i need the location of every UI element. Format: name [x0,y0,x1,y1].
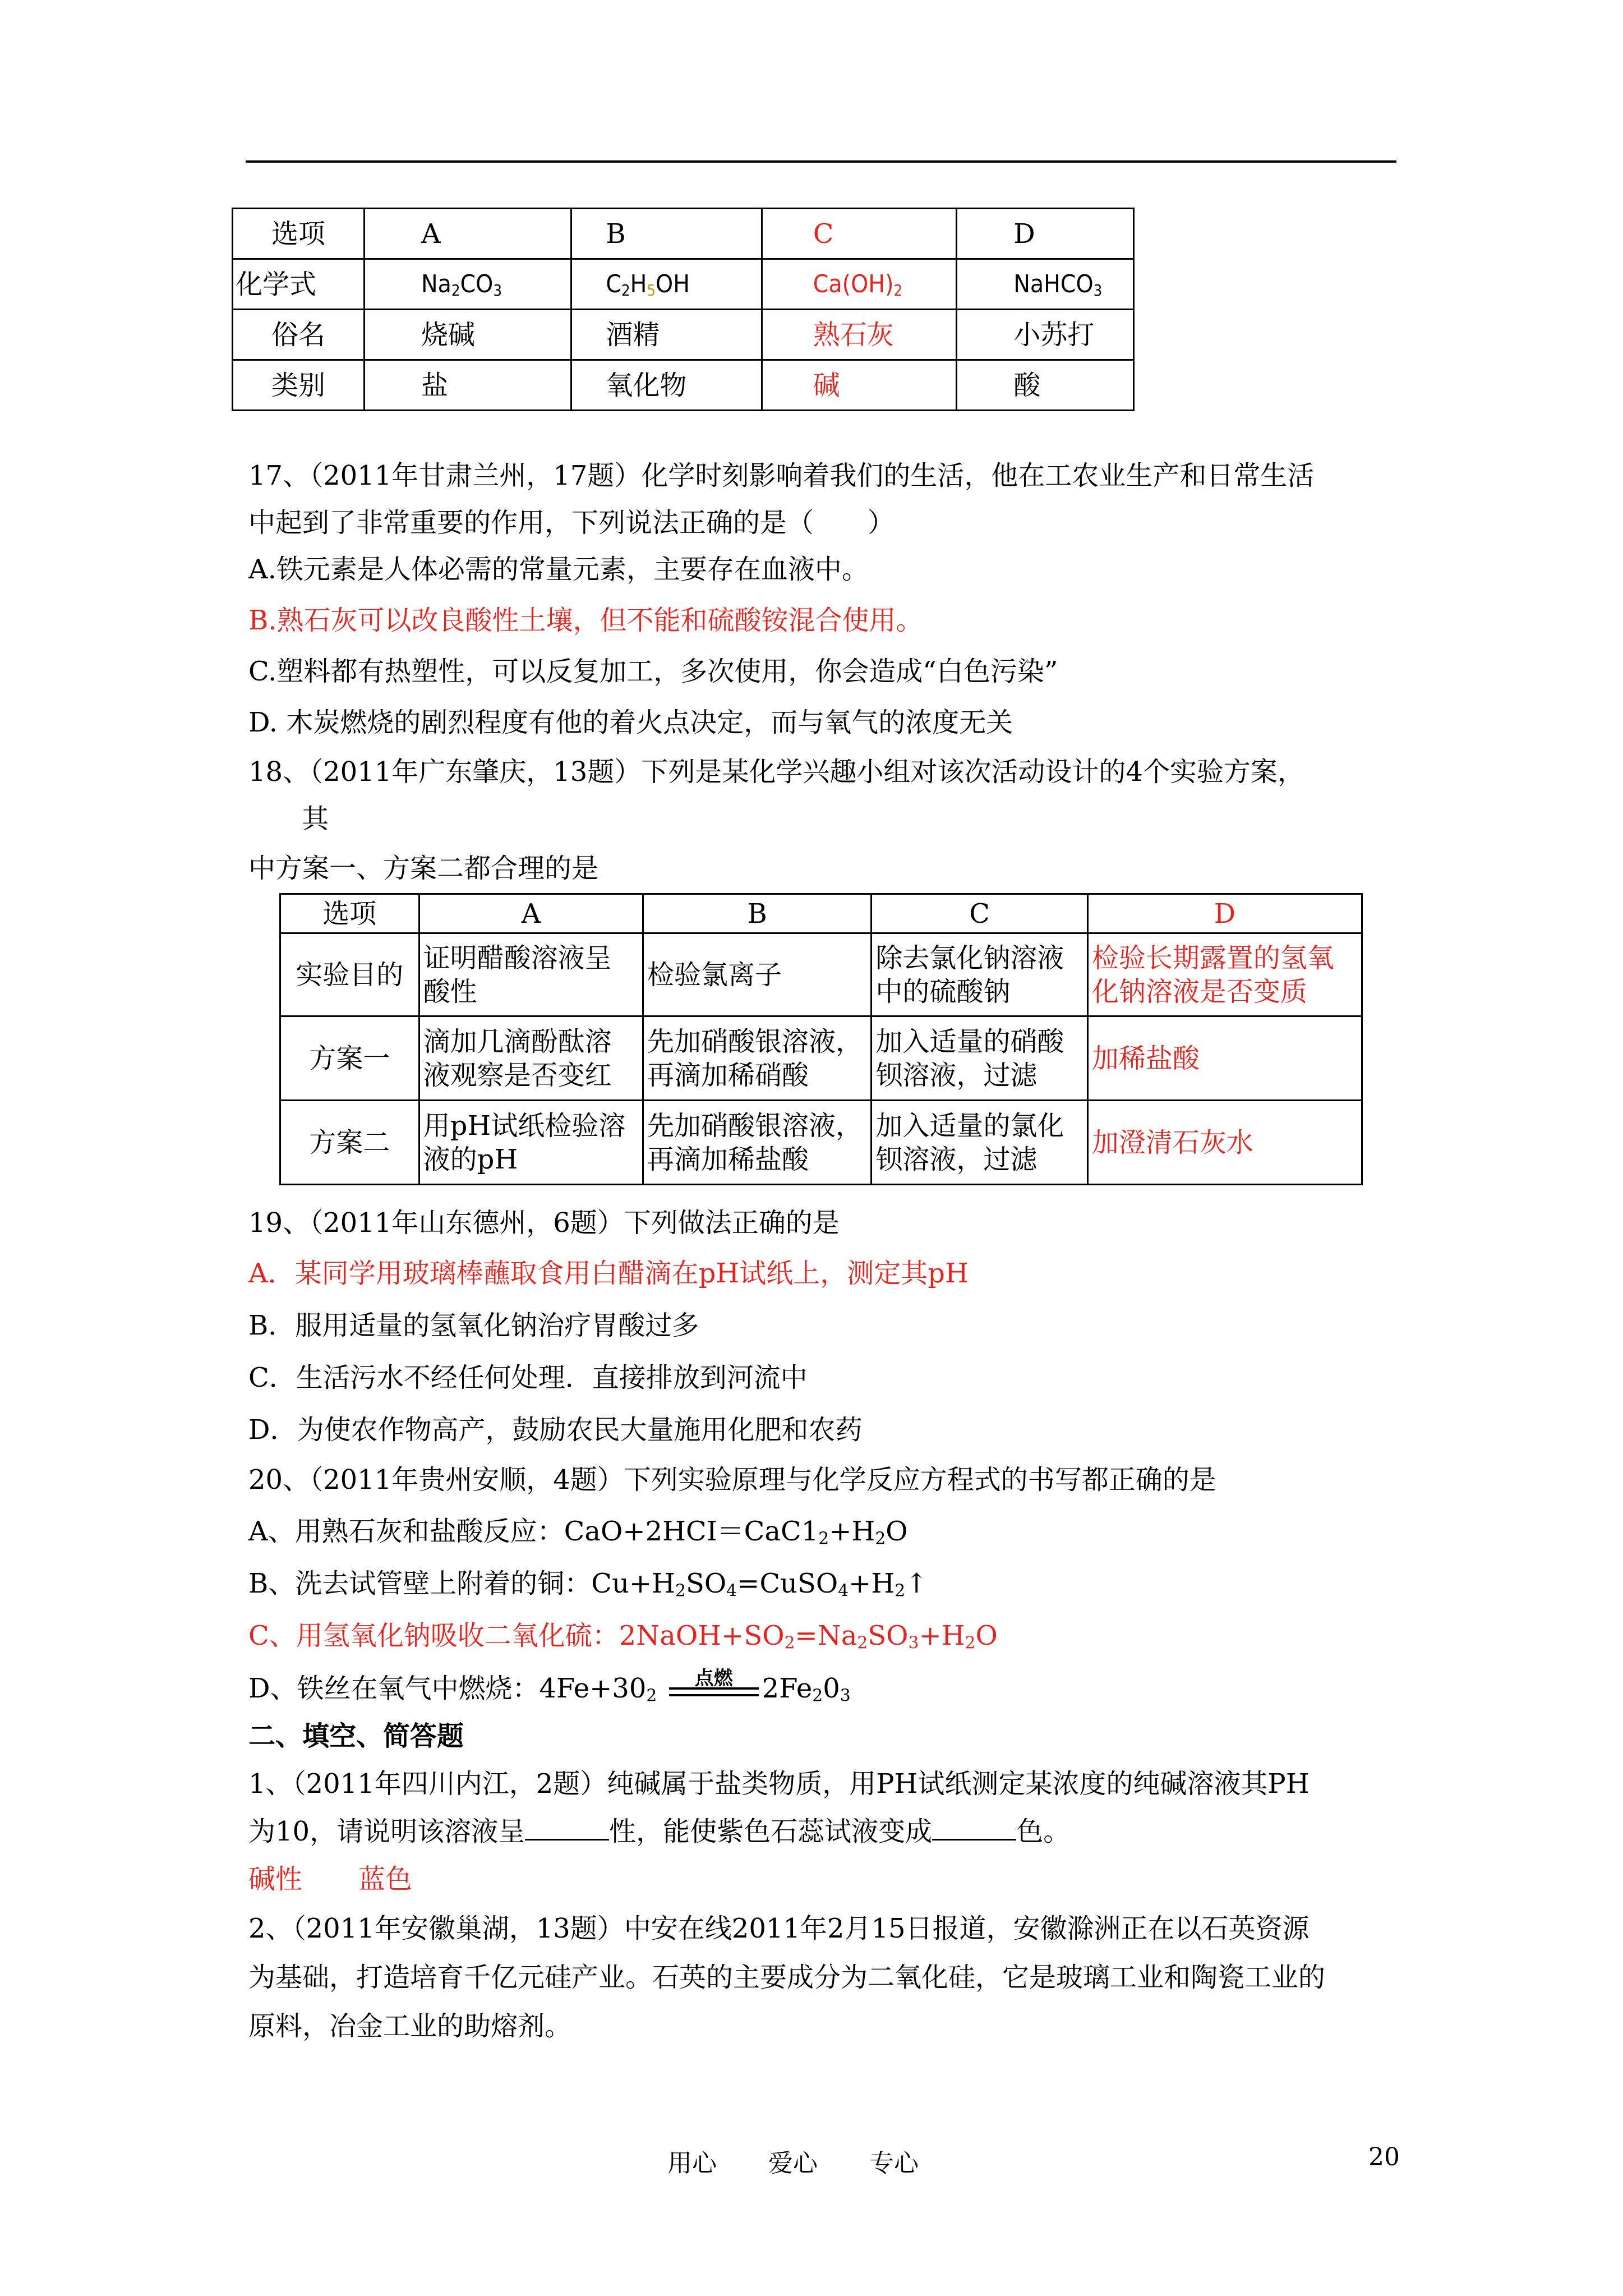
q20-option-a: A、用熟石灰和盐酸反应：$CaO+2HCI=CaC1_2+H_2O$ [248,1516,908,1549]
compound-table [232,208,1135,411]
q19-option-d: D．为使农作物高产，鼓励农民大量施用化肥和农药 [248,1414,863,1446]
s2-q2-line1: 2、（2011年安徽巢湖，13题）中安在线2011年2月15日报道，安徽滁洲正在以石英资源 [248,1913,1310,1944]
section-heading: 二、填空、简答题 [248,1720,464,1752]
experiment-table [279,893,1363,1185]
table-cell: A [419,894,643,933]
table-cell: 方案一 [280,1016,419,1101]
table-row [233,310,1134,360]
formula-a: $Na_2CO_3$ [365,259,571,310]
table-cell: 选项 [233,209,365,259]
table-cell: 用pH试纸检验溶 液的pH [419,1101,643,1185]
table-cell: 先加硝酸银溶液， 再滴加稀硝酸 [643,1016,871,1101]
table-row [280,933,1362,1016]
formula-b: $C_2H_5OH$ [571,259,762,310]
table-row [233,209,1134,259]
table-cell: 检验长期露置的氢氧 化钠溶液是否变质 [1087,933,1362,1016]
q17-stem-line2: 中起到了非常重要的作用，下列说法正确的是（ ） [248,507,895,539]
table-cell: 酒精 [571,310,762,360]
page-number: 20 [1368,2143,1400,2171]
q17-option-c: C.塑料都有热塑性，可以反复加工，多次使用，你会造成“白色污染” [248,656,1058,687]
table-cell: 证明醋酸溶液呈 酸性 [419,933,643,1016]
footer-slogan-3: 专心 [869,2149,919,2178]
header-rule [246,160,1396,163]
table-cell: 实验目的 [280,933,419,1016]
table-row [280,894,1362,933]
table-cell: 小苏打 [957,310,1134,360]
q20-option-c: C、用氢氧化钠吸收二氧化硫：$2NaOH+SO_2=Na_2SO_3+H_2O$ [248,1620,998,1653]
table-cell: 先加硝酸银溶液， 再滴加稀盐酸 [643,1101,871,1185]
table-cell: 盐 [365,360,571,411]
formula-c: $Ca(OH)_2$ [762,259,957,310]
q19-option-b: B．服用适量的氢氧化钠治疗胃酸过多 [248,1310,699,1341]
table-cell: D [1087,894,1362,933]
table-cell: 检验氯离子 [643,933,871,1016]
table-cell: 俗名 [233,310,365,360]
table-cell: 选项 [280,894,419,933]
table-cell: 熟石灰 [762,310,957,360]
table-cell: C [872,894,1087,933]
table-cell: 氧化物 [571,360,762,411]
q18-stem-line1: 18、（2011年广东肇庆，13题）下列是某化学兴趣小组对该次活动设计的4个实验方案， [248,756,1304,788]
fill-blank [525,1816,609,1841]
table-cell: 滴加几滴酚酞溶 液观察是否变红 [419,1016,643,1101]
q20-option-b: B、洗去试管壁上附着的铜：$Cu+H_2SO_4=CuSO_4+H_2↑$ [248,1568,928,1601]
s2-q1-line2: 为10，请说明该溶液呈 性，能使紫色石蕊试液变成 色。 [248,1816,1071,1847]
table-row [233,259,1134,310]
table-cell: 碱 [762,360,957,411]
table-cell: 类别 [233,360,365,411]
fill-blank [932,1816,1016,1841]
table-cell: 加澄清石灰水 [1087,1101,1362,1185]
s2-q1-answers: 碱性 蓝色 [248,1864,413,1895]
q17-option-b: B.熟石灰可以改良酸性土壤，但不能和硫酸铵混合使用。 [248,605,923,636]
table-cell: 化学式 [233,259,365,310]
table-row [280,1016,1362,1101]
q19-option-a: A．某同学用玻璃棒蘸取食用白醋滴在pH试纸上，测定其pH [248,1258,969,1289]
reaction-condition-arrow: 点燃 [669,1680,759,1702]
q19-stem: 19、（2011年山东德州，6题）下列做法正确的是 [248,1207,840,1239]
table-cell: 加入适量的硝酸 钡溶液，过滤 [872,1016,1087,1101]
table-cell: A [365,209,571,259]
s2-q1-line1: 1、（2011年四川内江，2题）纯碱属于盐类物质，用PH试纸测定某浓度的纯碱溶液其PH [248,1768,1310,1800]
table-cell: 加稀盐酸 [1087,1016,1362,1101]
q18-stem-line3: 中方案一、方案二都合理的是 [248,853,599,884]
footer-slogan-1: 用心 [667,2149,717,2178]
table-row [280,1101,1362,1185]
table-cell: B [571,209,762,259]
table-cell: 除去氯化钠溶液 中的硫酸钠 [872,933,1087,1016]
footer-slogan-2: 爱心 [768,2149,818,2178]
table-cell: 加入适量的氯化 钡溶液，过滤 [872,1101,1087,1185]
q17-option-a: A.铁元素是人体必需的常量元素，主要存在血液中。 [248,554,869,585]
table-cell: C [762,209,957,259]
table-cell: D [957,209,1134,259]
formula-d: NaHCO$_3$ [957,259,1134,310]
q17-stem-line1: 17、（2011年甘肃兰州，17题）化学时刻影响着我们的生活，他在工农业生产和日常生活 [248,460,1315,491]
table-row [233,360,1134,411]
q17-option-d: D. 木炭燃烧的剧烈程度有他的着火点决定，而与氧气的浓度无关 [248,707,1013,738]
q19-option-c: C．生活污水不经任何处理．直接排放到河流中 [248,1362,808,1393]
table-cell: 酸 [957,360,1134,411]
table-cell: B [643,894,871,933]
s2-q2-line3: 原料，冶金工业的助熔剂。 [248,2010,572,2042]
q20-stem: 20、（2011年贵州安顺，4题）下列实验原理与化学反应方程式的书写都正确的是 [248,1464,1216,1496]
table-cell: 烧碱 [365,310,571,360]
s2-q2-line2: 为基础，打造培育千亿元硅产业。石英的主要成分为二氧化硅，它是玻璃工业和陶瓷工业的 [248,1962,1326,1993]
table-cell: 方案二 [280,1101,419,1185]
q18-stem-line2: 其 [302,803,329,835]
q20-option-d: D、铁丝在氧气中燃烧：$4Fe+30_2$ 点燃 $2Fe_20_3$ [248,1667,851,1706]
